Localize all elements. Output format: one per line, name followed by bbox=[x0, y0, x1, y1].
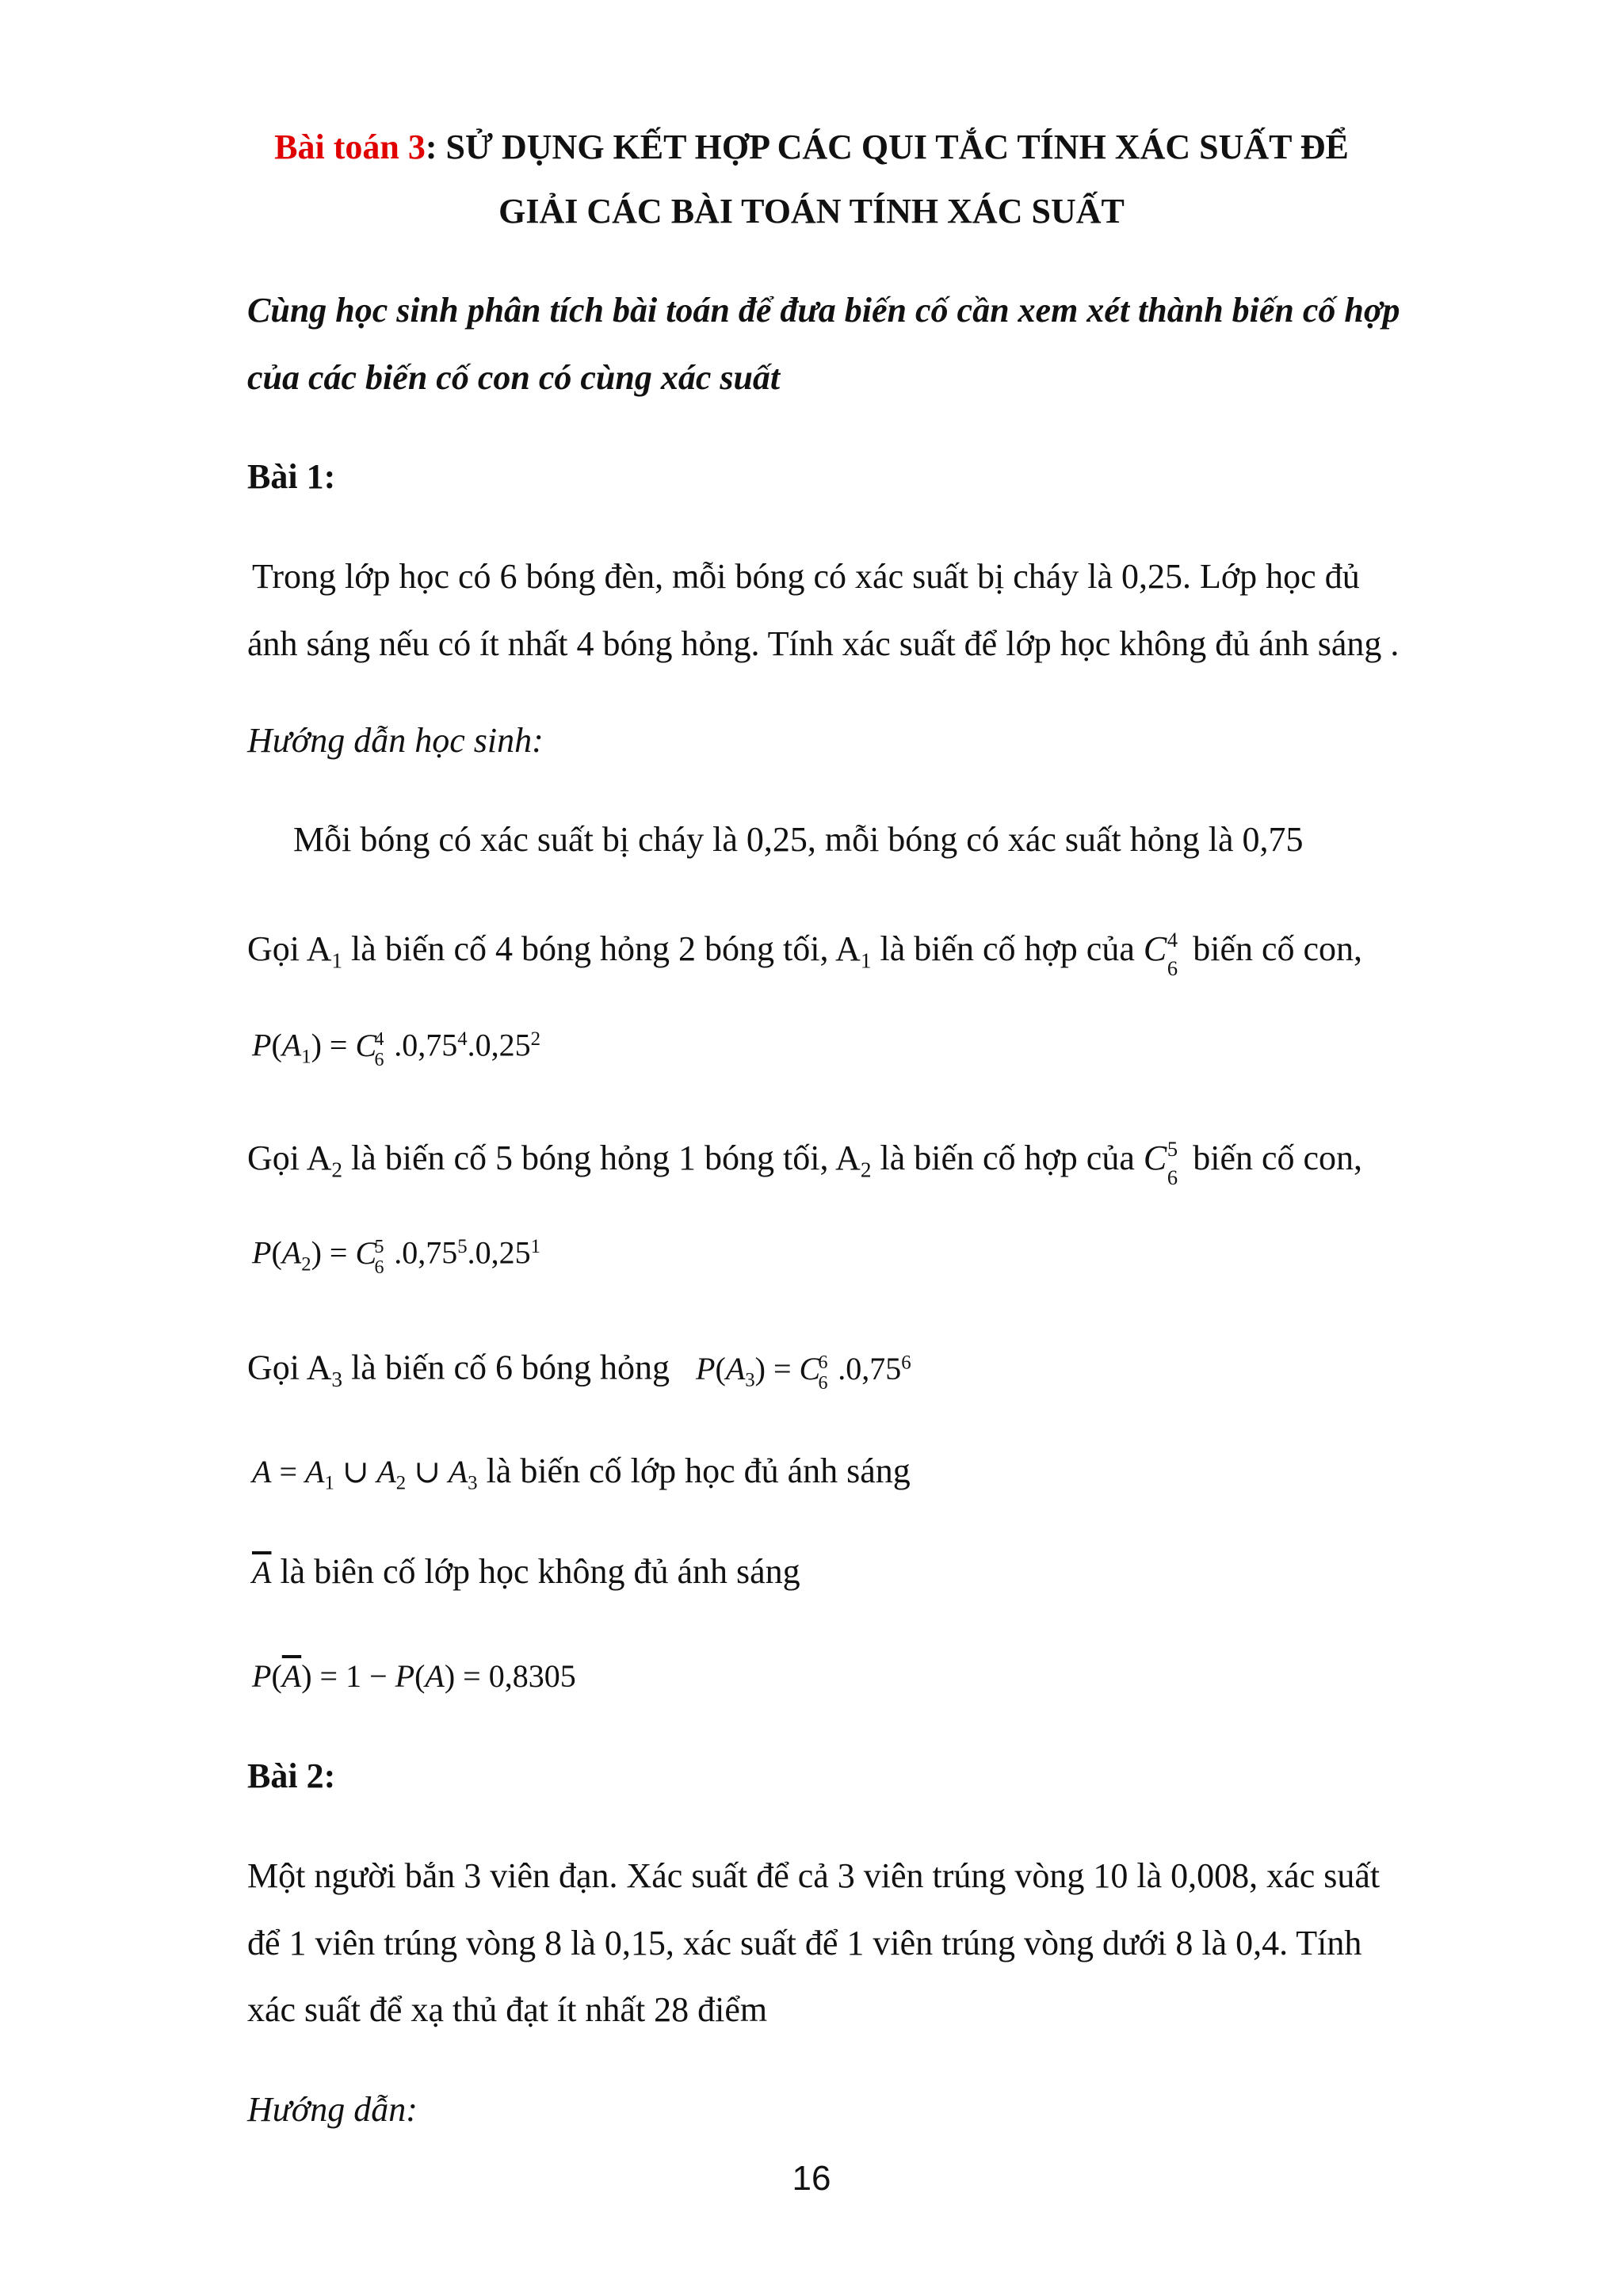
exercise-1-problem-line-1: Trong lớp học có 6 bóng đèn, mỗi bóng có xác suất bị cháy là 0,25. Lớp học đủ bbox=[252, 557, 1360, 596]
intro-line-1: Cùng học sinh phân tích bài toán để đưa biến cố cần xem xét thành biến cố hợp bbox=[247, 291, 1400, 330]
result-formula: $P(\overline{A}) = 1 - P(A) = 0,8305$ bbox=[252, 1658, 576, 1694]
event-a1-description: Gọi $A_1$ là biến cố 4 bóng hỏng 2 bóng tối, $A_1$ là biến cố hợp của C 4 6 biến cố con, bbox=[247, 928, 1363, 980]
exercise-2-problem-line-1: Một người bắn 3 viên đạn. Xác suất để cả 3 viên trúng vòng 10 là 0,008, xác suất bbox=[247, 1856, 1381, 1895]
exercise-1-title: Bài 1: bbox=[247, 457, 336, 496]
event-a3-description: Gọi $A_3$ là biến cố 6 bóng hỏng $P(A_3) = C$ 6 6 .0,75$^6$ bbox=[247, 1348, 911, 1394]
complement-event-line: $\overline{A}$ là biên cố lớp học không đủ ánh sáng bbox=[252, 1552, 800, 1591]
section-heading-line-2: GIẢI CÁC BÀI TOÁN TÍNH XÁC SUẤT bbox=[498, 192, 1125, 231]
page-number: 16 bbox=[792, 2159, 831, 2198]
exercise-1-guide-label: Hướng dẫn học sinh: bbox=[247, 721, 544, 760]
exercise-2-guide-label: Hướng dẫn: bbox=[247, 2090, 418, 2129]
formula-p-a2: $P(A_2) = C$ 5 6 .0,75$^5$.0,25$^1$ bbox=[252, 1234, 540, 1278]
formula-p-a3: $P(A_3) = C$ 6 6 .0,75$^6$ bbox=[696, 1350, 911, 1394]
section-heading-line-1 bbox=[0, 127, 1623, 168]
intro-line-2: của các biến cố con có cùng xác suất bbox=[247, 358, 781, 397]
exercise-2-problem-line-2: để 1 viên trúng vòng 8 là 0,15, xác suất để 1 viên trúng vòng dưới 8 là 0,4. Tính bbox=[247, 1924, 1362, 1962]
heading-red-label: Bài toán 3 bbox=[274, 128, 426, 166]
exercise-1-problem-line-2: ánh sáng nếu có ít nhất 4 bóng hỏng. Tính xác suất để lớp học không đủ ánh sáng . bbox=[247, 624, 1400, 663]
exercise-1-step-1: Mỗi bóng có xác suất bị cháy là 0,25, mỗi bóng có xác suất hỏng là 0,75 bbox=[293, 820, 1304, 859]
formula-p-a1: $P(A_1) = C$ 4 6 .0,75$^4$.0,25$^2$ bbox=[252, 1027, 540, 1070]
exercise-2-title: Bài 2: bbox=[247, 1756, 336, 1795]
heading-title-part-1: : SỬ DỤNG KẾT HỢP CÁC QUI TẮC TÍNH XÁC SUẤT ĐỂ bbox=[425, 128, 1349, 166]
combination-c64: C 4 6 bbox=[1143, 928, 1178, 980]
union-event-line: $A = A_1$ ∪ $A_2$ ∪ $A_3$ là biến cố lớp học đủ ánh sáng bbox=[252, 1451, 911, 1494]
combination-c65: C 5 6 bbox=[1143, 1137, 1178, 1189]
event-a2-description: Gọi $A_2$ là biến cố 5 bóng hỏng 1 bóng tối, $A_2$ là biến cố hợp của C 5 6 biến cố con, bbox=[247, 1137, 1363, 1189]
exercise-2-problem-line-3: xác suất để xạ thủ đạt ít nhất 28 điểm bbox=[247, 1990, 768, 2029]
